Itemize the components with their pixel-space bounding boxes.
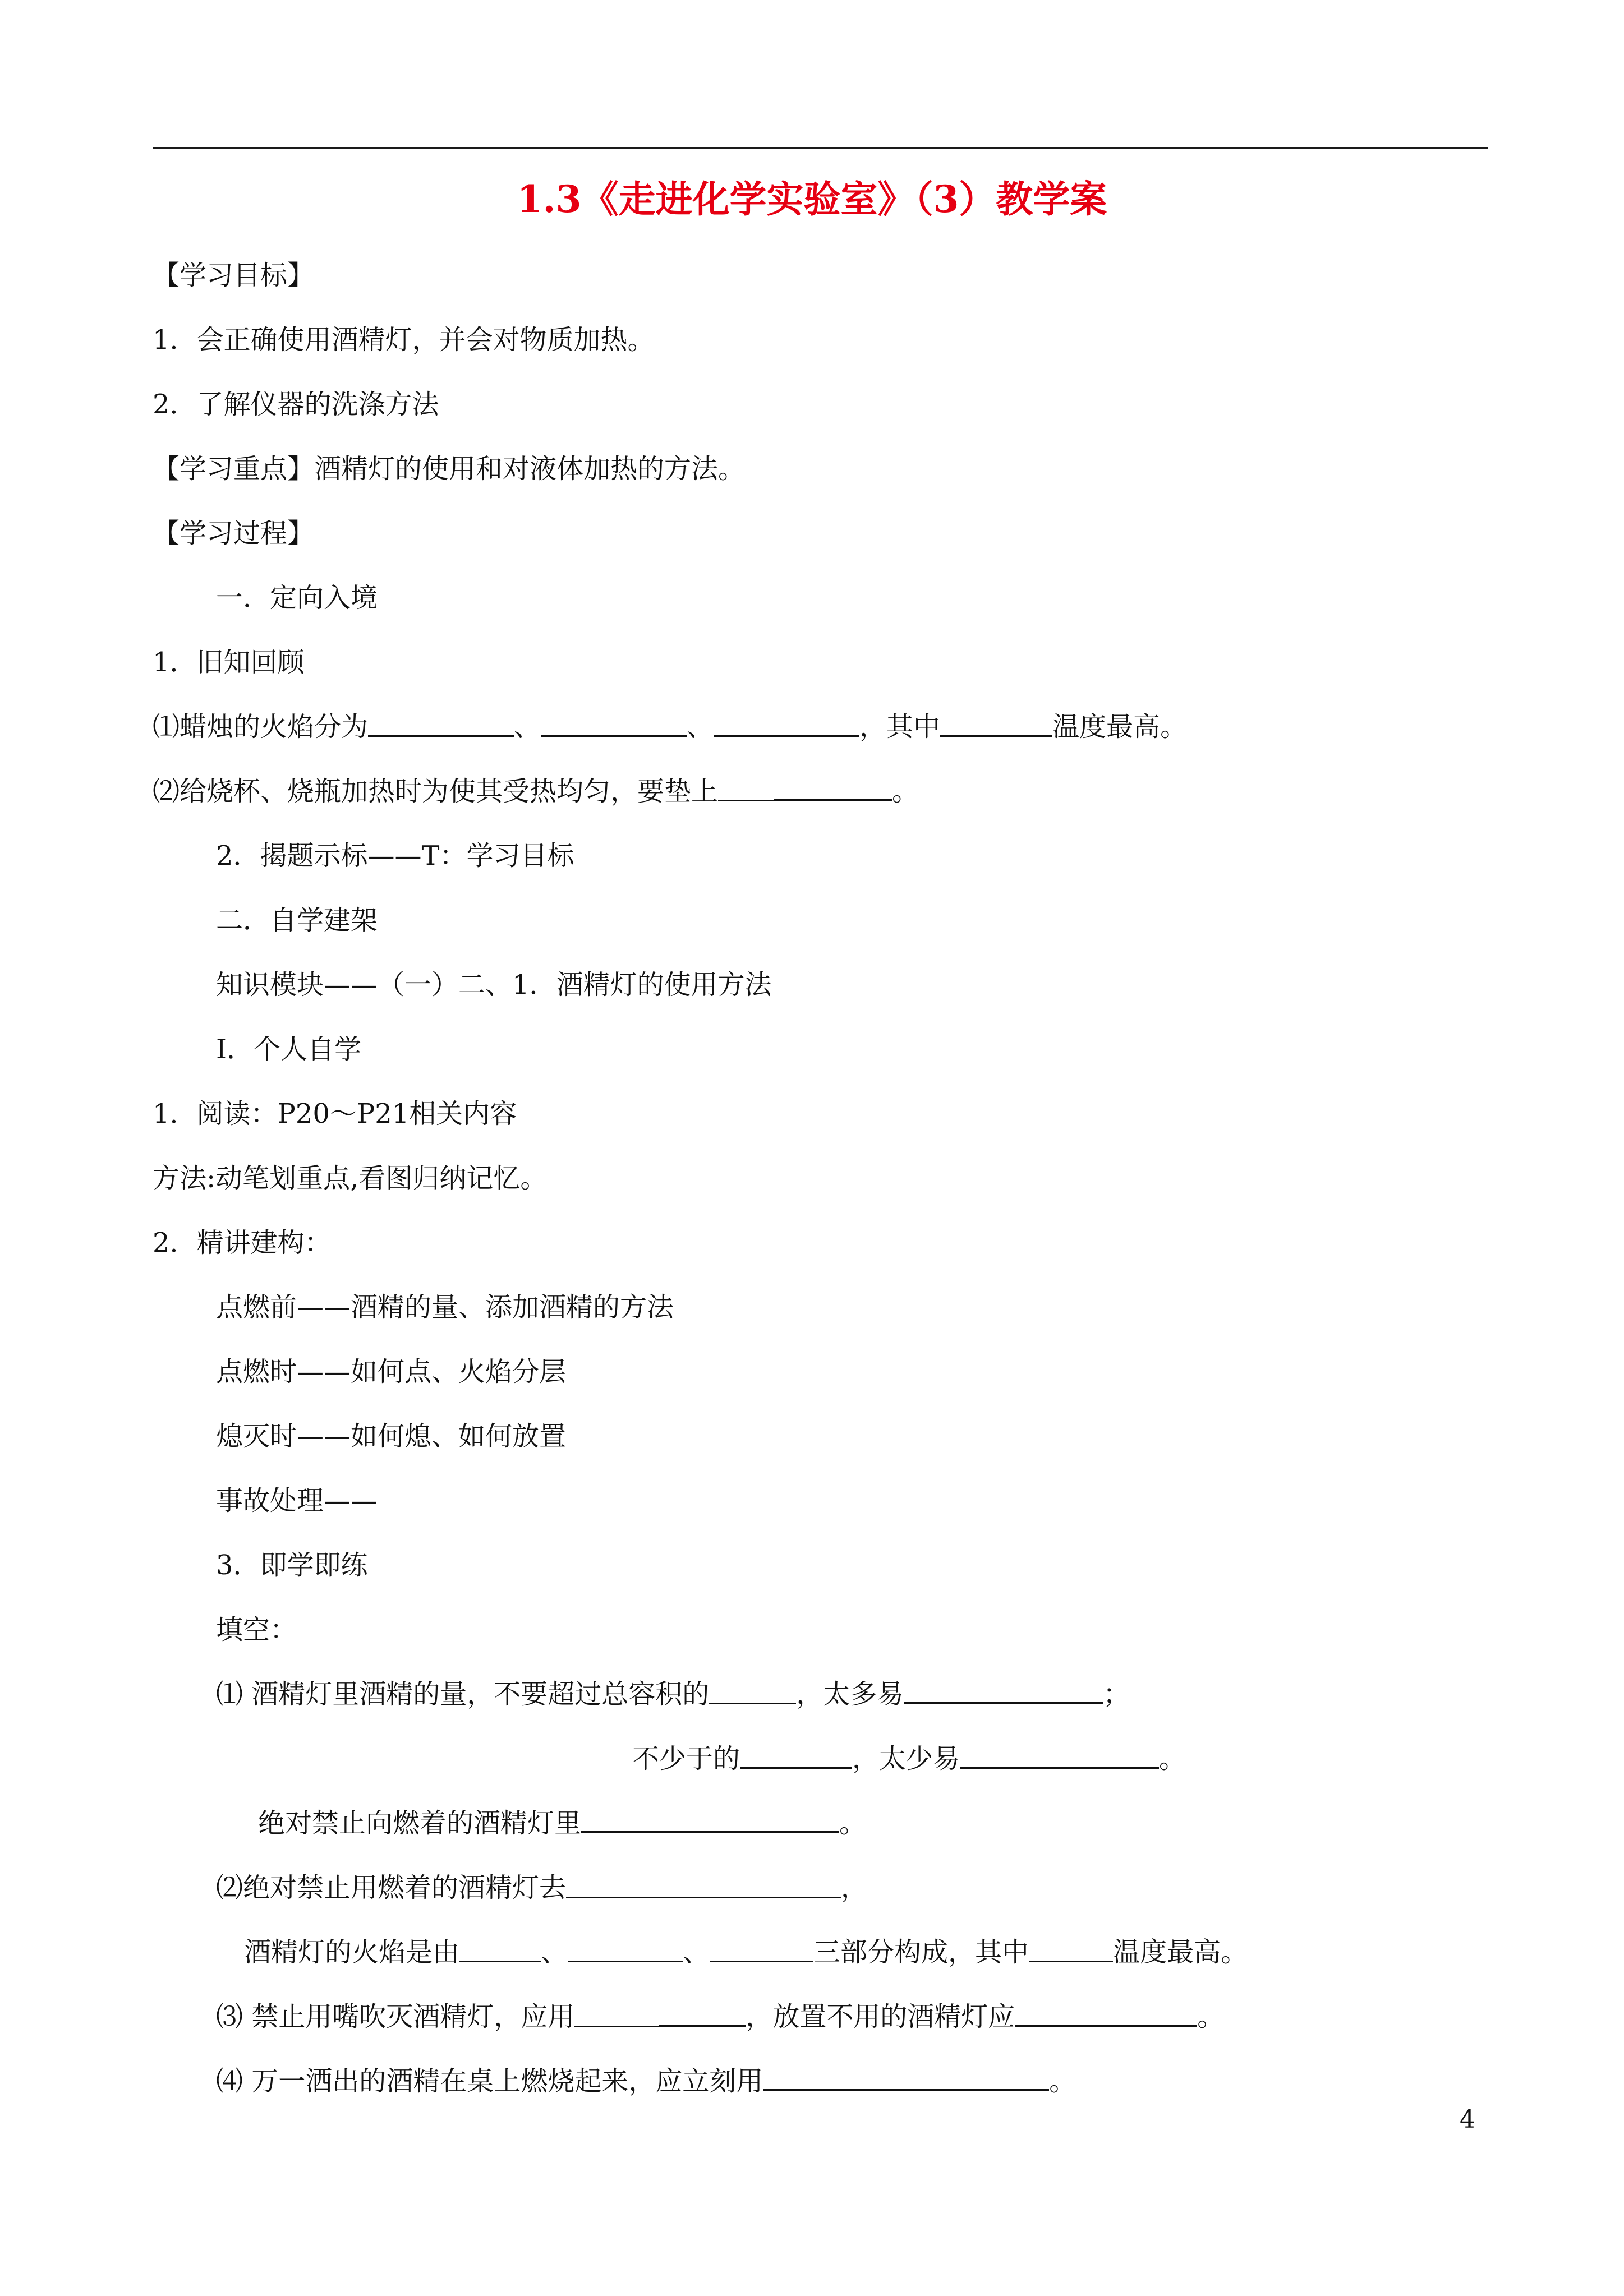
practice-1b-mid: ，太少易 xyxy=(852,1743,960,1774)
practice-3-mid: ，放置不用的酒精灯应 xyxy=(746,2001,1015,2032)
header-rule xyxy=(153,147,1488,149)
blank-17[interactable] xyxy=(659,1997,746,2027)
blank-1[interactable] xyxy=(368,707,514,737)
separator: 、 xyxy=(541,1937,568,1968)
blank-7[interactable] xyxy=(904,1674,1103,1704)
practice-1b-end: 。 xyxy=(1159,1743,1186,1774)
practice-heading: 3．即学即练 xyxy=(216,1550,368,1581)
extinguishing: 熄灭时——如何熄、如何放置 xyxy=(216,1421,567,1452)
question-2-text: ⑵给烧杯、烧瓶加热时为使其受热均匀，要垫上 xyxy=(153,776,719,807)
blank-13[interactable] xyxy=(568,1933,683,1962)
practice-1c xyxy=(258,1803,866,1843)
practice-4-text: ⑷ 万一洒出的酒精在桌上燃烧起来，应立刻用 xyxy=(216,2066,763,2097)
page-title: 1.3《走进化学实验室》（3）教学案 xyxy=(517,177,1107,221)
practice-1-text: ⑴ 酒精灯里酒精的量，不要超过总容积的 xyxy=(216,1679,710,1710)
separator: 、 xyxy=(683,1937,710,1968)
blank-11[interactable] xyxy=(566,1869,841,1898)
lecture-heading: 2．精讲建构： xyxy=(153,1227,332,1258)
reveal-line: 2．揭题示标——T：学习目标 xyxy=(216,840,574,872)
practice-2-text: ⑵绝对禁止用燃着的酒精灯去 xyxy=(216,1872,567,1903)
blank-thin[interactable] xyxy=(718,772,774,801)
practice-1b xyxy=(632,1739,1186,1779)
blank-18[interactable] xyxy=(1015,1997,1197,2027)
blank-8[interactable] xyxy=(740,1739,852,1769)
blank-15[interactable] xyxy=(1029,1933,1113,1962)
separator: 、 xyxy=(687,711,714,743)
blank-10[interactable] xyxy=(581,1803,839,1833)
question-2-end: 。 xyxy=(892,776,919,807)
question-1 xyxy=(153,707,1187,747)
method-line: 方法:动笔划重点,看图归纳记忆。 xyxy=(153,1163,548,1194)
blank-2[interactable] xyxy=(541,707,687,737)
process-heading: 【学习过程】 xyxy=(153,518,315,549)
practice-2-end: ， xyxy=(841,1872,868,1903)
blank-9[interactable] xyxy=(960,1739,1159,1769)
practice-2b-mid: 三部分构成，其中 xyxy=(813,1937,1029,1968)
practice-2 xyxy=(216,1868,868,1908)
practice-2b-text: 酒精灯的火焰是由 xyxy=(244,1937,460,1968)
practice-1 xyxy=(216,1674,1130,1714)
question-2 xyxy=(153,771,919,812)
practice-2b xyxy=(244,1932,1248,1972)
practice-3-end: 。 xyxy=(1197,2001,1225,2032)
goal-1: 1．会正确使用酒精灯，并会对物质加热。 xyxy=(153,324,655,356)
question-1-end: 温度最高。 xyxy=(1052,711,1188,743)
personal-study: Ⅰ．个人自学 xyxy=(216,1034,361,1065)
focus-line: 【学习重点】酒精灯的使用和对液体加热的方法。 xyxy=(153,453,746,485)
section-1-heading: 一．定向入境 xyxy=(216,582,378,614)
blank-6[interactable] xyxy=(709,1675,796,1704)
module-line: 知识模块——（一）二、1．酒精灯的使用方法 xyxy=(216,969,772,1001)
practice-2b-end: 温度最高。 xyxy=(1113,1937,1248,1968)
question-1-mid: ，其中 xyxy=(859,711,941,743)
practice-1b-text: 不少于的 xyxy=(632,1743,740,1774)
page-number: 4 xyxy=(1460,2105,1475,2134)
practice-4-end: 。 xyxy=(1049,2066,1076,2097)
practice-1c-end: 。 xyxy=(839,1808,867,1839)
practice-1-end: ； xyxy=(1103,1679,1130,1710)
section-2-heading: 二．自学建架 xyxy=(216,905,378,936)
blank-4[interactable] xyxy=(940,707,1052,737)
goal-2: 2．了解仪器的洗涤方法 xyxy=(153,389,439,420)
fill-heading: 填空： xyxy=(216,1614,297,1645)
during-lighting: 点燃时——如何点、火焰分层 xyxy=(216,1356,567,1387)
reading-line: 1．阅读：P20～P21相关内容 xyxy=(153,1098,517,1129)
blank-3[interactable] xyxy=(714,707,859,737)
practice-1c-text: 绝对禁止向燃着的酒精灯里 xyxy=(258,1808,582,1839)
blank-5[interactable] xyxy=(774,771,892,801)
blank-19[interactable] xyxy=(763,2061,1049,2091)
question-1-text: ⑴蜡烛的火焰分为 xyxy=(153,711,369,743)
review-heading: 1．旧知回顾 xyxy=(153,647,305,678)
practice-1-mid: ，太多易 xyxy=(796,1679,904,1710)
before-lighting: 点燃前——酒精的量、添加酒精的方法 xyxy=(216,1292,674,1323)
separator: 、 xyxy=(514,711,541,743)
accident-handling: 事故处理—— xyxy=(216,1485,378,1516)
goals-heading: 【学习目标】 xyxy=(153,260,315,291)
blank-16[interactable] xyxy=(574,1998,659,2027)
practice-3-text: ⑶ 禁止用嘴吹灭酒精灯，应用 xyxy=(216,2001,575,2032)
practice-4 xyxy=(216,2061,1076,2101)
blank-14[interactable] xyxy=(710,1933,813,1962)
blank-12[interactable] xyxy=(459,1933,541,1962)
practice-3 xyxy=(216,1997,1224,2037)
